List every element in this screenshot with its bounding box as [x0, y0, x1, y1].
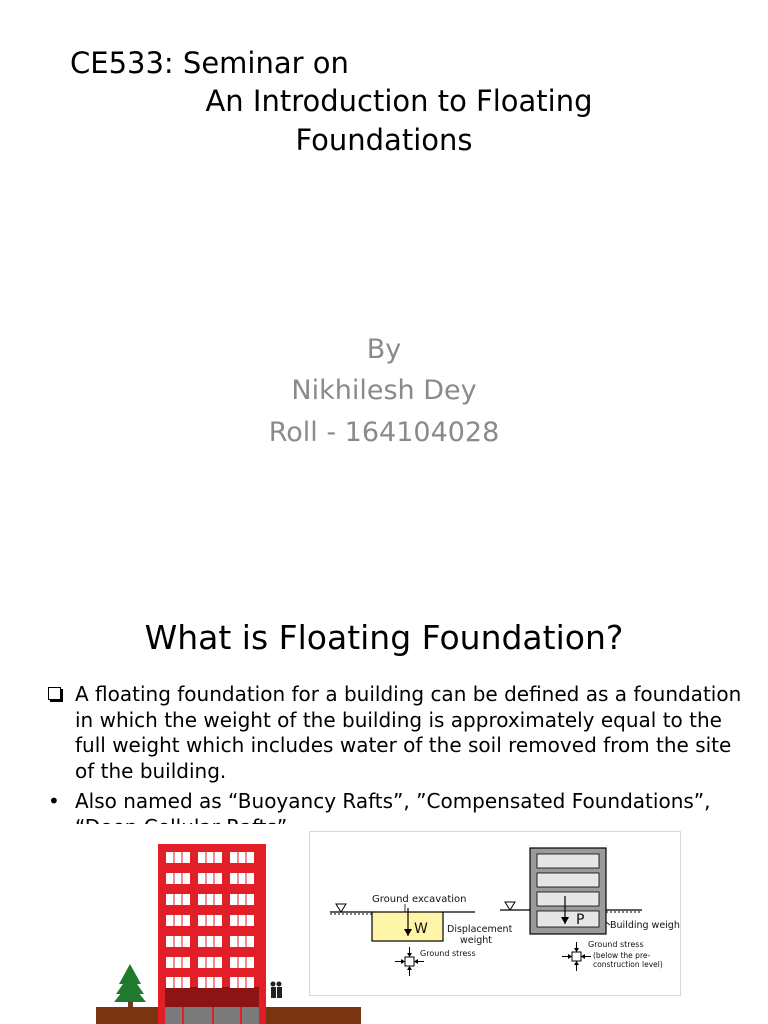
people-icon — [271, 982, 283, 999]
compensated-building-diagram — [500, 848, 680, 971]
dot-bullet-icon: • — [48, 789, 60, 813]
stress-element-icon — [405, 957, 414, 966]
slide-heading: What is Floating Foundation? — [144, 618, 624, 657]
excavation-diagram — [330, 894, 513, 976]
ground-stress-left-label: Ground stress — [420, 949, 476, 958]
water-level-icon — [505, 902, 515, 910]
displacement-label: Displacement — [447, 924, 513, 935]
tree-icon — [114, 964, 146, 1007]
below-note-line-2: construction level) — [593, 960, 663, 969]
bullet-text: A floating foundation for a building can be defined as a foundation in which the weight of the building is approximately equal to the full weight which includes water of the soil removed from the site of the building. — [75, 682, 742, 783]
bullet-item-definition — [46, 682, 746, 784]
below-note-line-1: (below the pre- — [593, 951, 651, 960]
author-name: Nikhilesh Dey — [291, 375, 477, 406]
ground-stress-right-label: Ground stress — [588, 940, 644, 949]
title-line-2: An Introduction to Floating — [205, 84, 593, 118]
tall-building-icon — [158, 844, 266, 1024]
water-level-icon — [336, 904, 346, 912]
roll-number: Roll - 164104028 — [268, 417, 500, 448]
floating-foundation-diagram — [309, 831, 681, 996]
building-weight-label: Building weight — [610, 920, 680, 931]
checkbox-bullet-icon — [48, 687, 61, 700]
bullet-text: Also named as “Buoyancy Rafts”, ”Compensated Foundations”, — [75, 789, 711, 813]
p-label: P — [576, 912, 585, 928]
by-label: By — [366, 334, 402, 365]
stress-element-icon — [572, 952, 581, 961]
title-line-1: CE533: Seminar on — [70, 46, 349, 80]
w-label: W — [414, 921, 428, 937]
title-line-3: Foundations — [295, 123, 473, 157]
ground-excavation-label: Ground excavation — [372, 894, 467, 905]
weight-label: weight — [460, 935, 493, 946]
content-slide — [0, 596, 768, 1024]
bullet-list — [46, 682, 746, 845]
